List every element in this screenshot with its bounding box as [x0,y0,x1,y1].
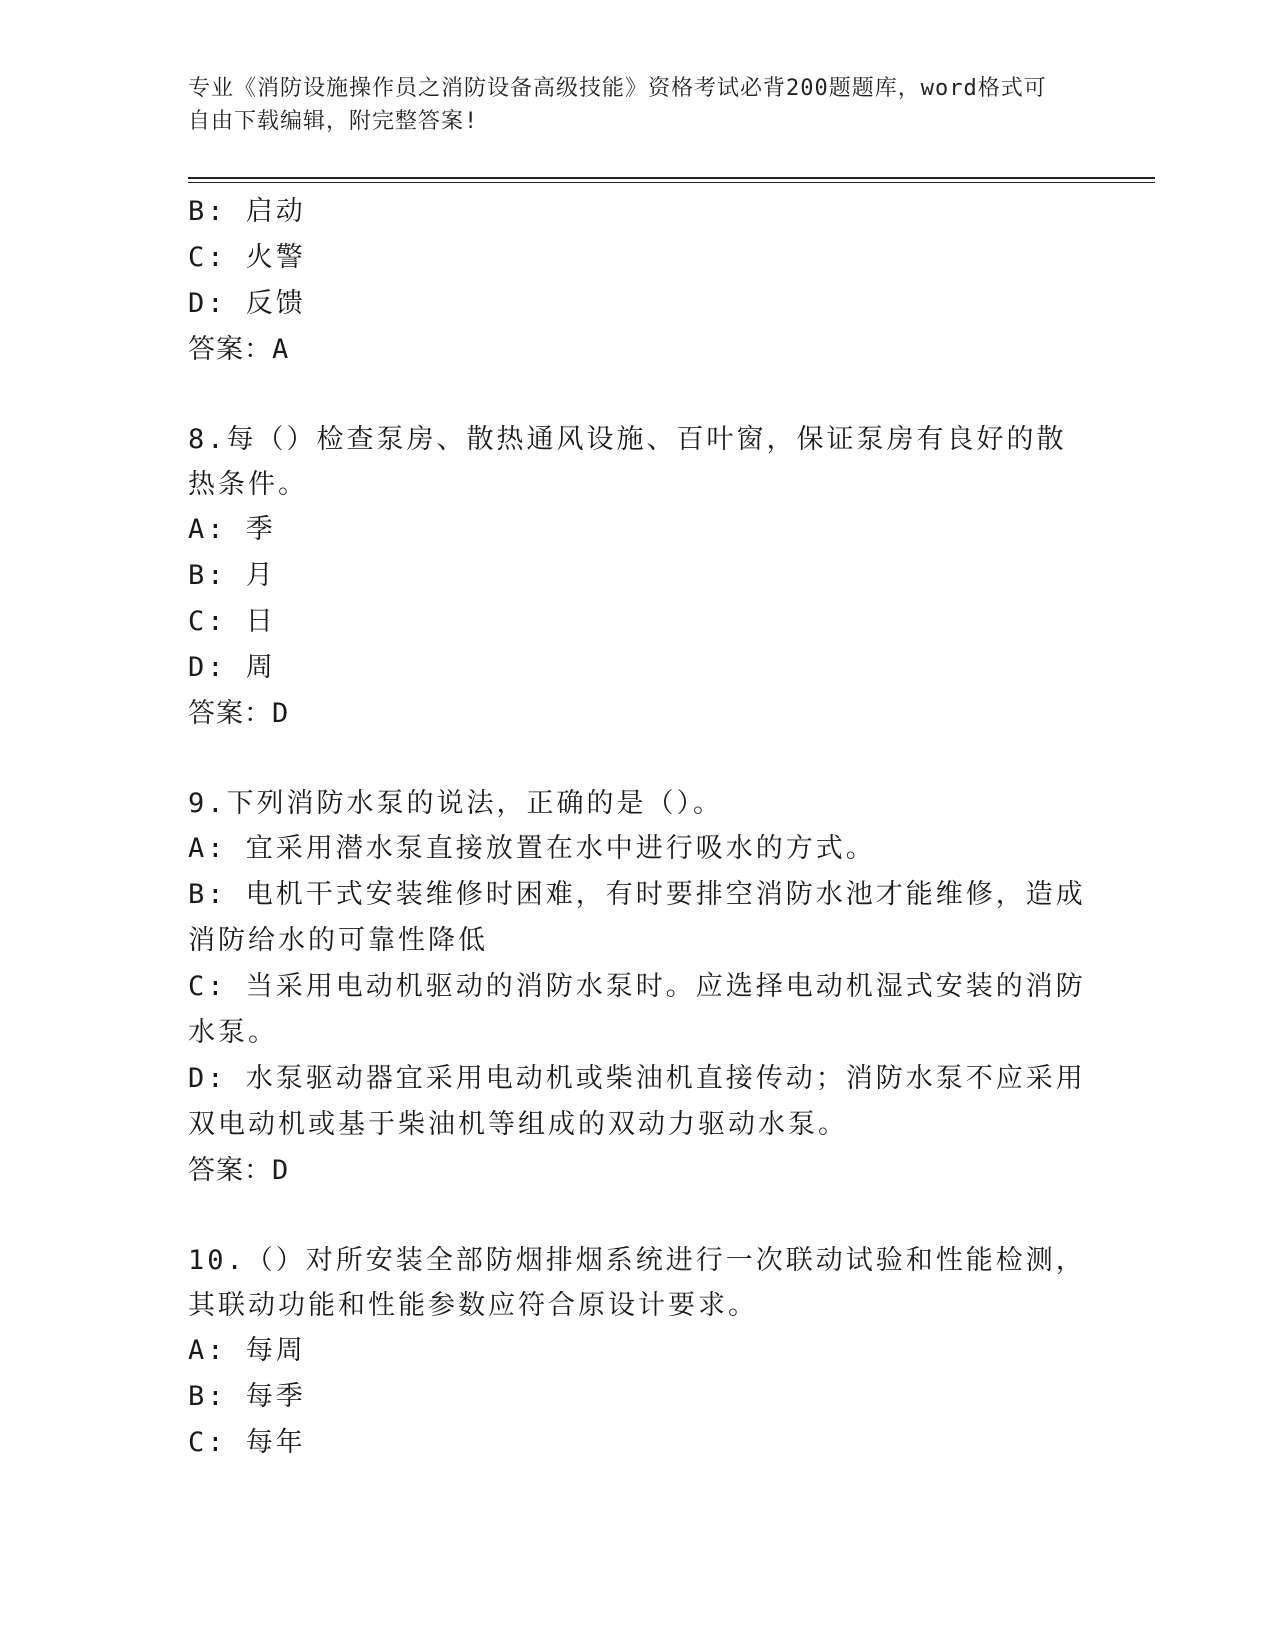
question-10 [188,1238,1088,1466]
option-a: A: 季 [188,514,276,545]
question-text: 10.（）对所安装全部防烟排烟系统进行一次联动试验和性能检测，其联动功能和性能参数应符合原设计要求。 [188,1245,1086,1321]
option-d: D: 水泵驱动器宜采用电动机或柴油机直接传动；消防水泵不应采用双电动机或基于柴油机等组成的双动力驱动水泵。 [188,1063,1086,1140]
question-text: 8.每（）检查泵房、散热通风设施、百叶窗，保证泵房有良好的散热条件。 [188,424,1067,500]
option-b: B: 启动 [188,196,306,227]
option-a: A: 宜采用潜水泵直接放置在水中进行吸水的方式。 [188,833,876,864]
question-8 [188,417,1088,737]
option-d: D: 反馈 [188,288,306,319]
header-divider-thick [188,177,1155,179]
carryover-question [188,189,1088,373]
page-header: 专业《消防设施操作员之消防设备高级技能》资格考试必背200题题库，word格式可自由下载编辑，附完整答案! [188,76,1047,134]
option-a: A: 每周 [188,1335,306,1366]
document-body [188,189,1088,1466]
answer-line: 答案：A [188,334,290,365]
option-c: C: 当采用电动机驱动的消防水泵时。应选择电动机湿式安装的消防水泵。 [188,971,1086,1048]
header-divider-thin [188,182,1155,183]
option-b: B: 每季 [188,1381,306,1412]
question-9 [188,781,1088,1194]
answer-line: 答案：D [188,1155,290,1186]
answer-line: 答案：D [188,698,290,729]
question-text: 9.下列消防水泵的说法，正确的是（）。 [188,788,724,819]
option-c: C: 火警 [188,242,306,273]
option-d: D: 周 [188,652,276,683]
option-b: B: 月 [188,560,276,591]
option-c: C: 日 [188,606,276,637]
option-c: C: 每年 [188,1427,306,1458]
option-b: B: 电机干式安装维修时困难，有时要排空消防水池才能维修，造成消防给水的可靠性降低 [188,879,1086,956]
